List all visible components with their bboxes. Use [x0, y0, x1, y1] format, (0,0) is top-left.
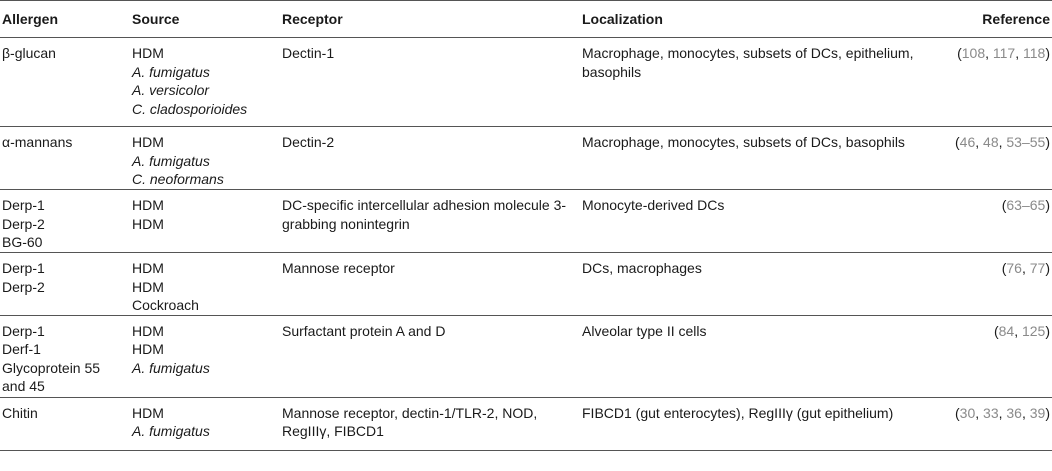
source-line: A. fumigatus	[132, 423, 210, 439]
reference-link[interactable]: 108	[961, 45, 986, 61]
reference-link[interactable]: 53–55	[1006, 134, 1046, 150]
cell-allergen	[0, 127, 128, 190]
reference-link[interactable]: 46	[959, 134, 976, 150]
cell-source	[128, 38, 278, 127]
cell-source	[128, 397, 278, 450]
cell-receptor	[278, 253, 578, 316]
allergen-line: Derp-2	[2, 215, 45, 232]
localization-text: DCs, macrophages	[582, 260, 702, 276]
localization-text: Macrophage, monocytes, subsets of DCs, epithelium, basophils	[582, 45, 914, 80]
table-row	[0, 127, 1052, 190]
header-source: Source	[128, 1, 278, 38]
cell-reference: (76, 77)	[928, 253, 1052, 316]
cell-source	[128, 315, 278, 397]
source-line: HDM	[132, 404, 164, 421]
source-line: HDM	[132, 341, 164, 357]
cell-allergen	[0, 315, 128, 397]
localization-text: FIBCD1 (gut enterocytes), RegIIIγ (gut epithelium)	[582, 404, 894, 421]
source-line: HDM	[132, 278, 164, 295]
source-line: HDM	[132, 260, 164, 276]
reference-link[interactable]: 63–65	[1006, 197, 1046, 213]
cell-source	[128, 127, 278, 190]
localization-text: Macrophage, monocytes, subsets of DCs, basophils	[582, 134, 905, 150]
source-line: HDM	[132, 45, 164, 61]
cell-receptor	[278, 38, 578, 127]
cell-reference: (84, 125)	[928, 315, 1052, 397]
allergen-line: β-glucan	[2, 45, 56, 61]
cell-localization	[578, 190, 928, 253]
cell-reference: (46, 48, 53–55)	[928, 127, 1052, 190]
reference-link[interactable]: 76	[1006, 260, 1022, 276]
receptor-text: Surfactant protein A and D	[282, 322, 446, 339]
reference-link[interactable]: 36	[1006, 404, 1022, 421]
source-line: A. versicolor	[132, 82, 210, 98]
source-line: C. cladosporioides	[132, 100, 248, 117]
cell-localization	[578, 127, 928, 190]
cell-reference: (30, 33, 36, 39)	[928, 397, 1052, 450]
cell-reference: (63–65)	[928, 190, 1052, 253]
reference-link[interactable]: 117	[992, 45, 1016, 61]
cell-receptor	[278, 397, 578, 450]
source-line: A. fumigatus	[132, 152, 210, 169]
localization-text: Alveolar type II cells	[582, 322, 707, 339]
reference-link[interactable]: 125	[1021, 322, 1046, 339]
source-line: HDM	[132, 322, 164, 339]
allergen-line: Glycoprotein 55	[2, 359, 101, 376]
cell-source	[128, 190, 278, 253]
header-receptor: Receptor	[278, 1, 578, 38]
cell-receptor	[278, 190, 578, 253]
receptor-text: DC-specific intercellular adhesion molecule 3-grabbing nonintegrin	[282, 197, 567, 232]
cell-allergen	[0, 190, 128, 253]
table-row	[0, 38, 1052, 127]
source-line: A. fumigatus	[132, 359, 210, 376]
reference-link[interactable]: 84	[998, 322, 1015, 339]
cell-allergen	[0, 253, 128, 316]
table-body	[0, 38, 1052, 451]
allergen-line: Derp-2	[2, 278, 45, 295]
source-line: A. fumigatus	[132, 63, 210, 80]
table-row	[0, 315, 1052, 397]
allergen-line: α-mannans	[2, 134, 73, 150]
receptor-text: Mannose receptor	[282, 260, 395, 276]
cell-allergen	[0, 397, 128, 450]
cell-localization	[578, 315, 928, 397]
localization-text: Monocyte-derived DCs	[582, 197, 725, 213]
cell-allergen	[0, 38, 128, 127]
header-reference: Reference	[928, 1, 1052, 38]
source-line: Cockroach	[132, 297, 199, 313]
reference-link[interactable]: 48	[983, 134, 999, 150]
source-line: HDM	[132, 134, 164, 150]
reference-link[interactable]: 33	[983, 404, 999, 421]
cell-receptor	[278, 315, 578, 397]
allergen-line: BG-60	[2, 234, 43, 250]
header-allergen: Allergen	[0, 1, 128, 38]
header-row	[0, 1, 1052, 38]
header-localization: Localization	[578, 1, 928, 38]
receptor-text: Dectin-1	[282, 45, 335, 61]
source-line: C. neoformans	[132, 171, 224, 187]
receptor-text: Mannose receptor, dectin-1/TLR-2, NOD, RegIIIγ, FIBCD1	[282, 404, 538, 439]
cell-reference: (108, 117, 118)	[928, 38, 1052, 127]
allergen-line: Derp-1	[2, 260, 45, 276]
table-row	[0, 190, 1052, 253]
allergen-line: Derp-1	[2, 197, 45, 213]
receptor-text: Dectin-2	[282, 134, 335, 150]
allergen-line: Chitin	[2, 404, 38, 421]
allergen-line: and 45	[2, 378, 45, 394]
cell-localization	[578, 38, 928, 127]
cell-localization	[578, 397, 928, 450]
cell-localization	[578, 253, 928, 316]
source-line: HDM	[132, 197, 164, 213]
cell-source	[128, 253, 278, 316]
reference-link[interactable]: 118	[1023, 45, 1046, 61]
table-row	[0, 253, 1052, 316]
table-row	[0, 397, 1052, 450]
reference-link[interactable]: 30	[959, 404, 976, 421]
reference-link[interactable]: 77	[1029, 260, 1046, 276]
cell-receptor	[278, 127, 578, 190]
source-line: HDM	[132, 215, 164, 232]
allergen-line: Derp-1	[2, 322, 45, 339]
reference-link[interactable]: 39	[1029, 404, 1046, 421]
allergen-line: Derf-1	[2, 341, 41, 357]
